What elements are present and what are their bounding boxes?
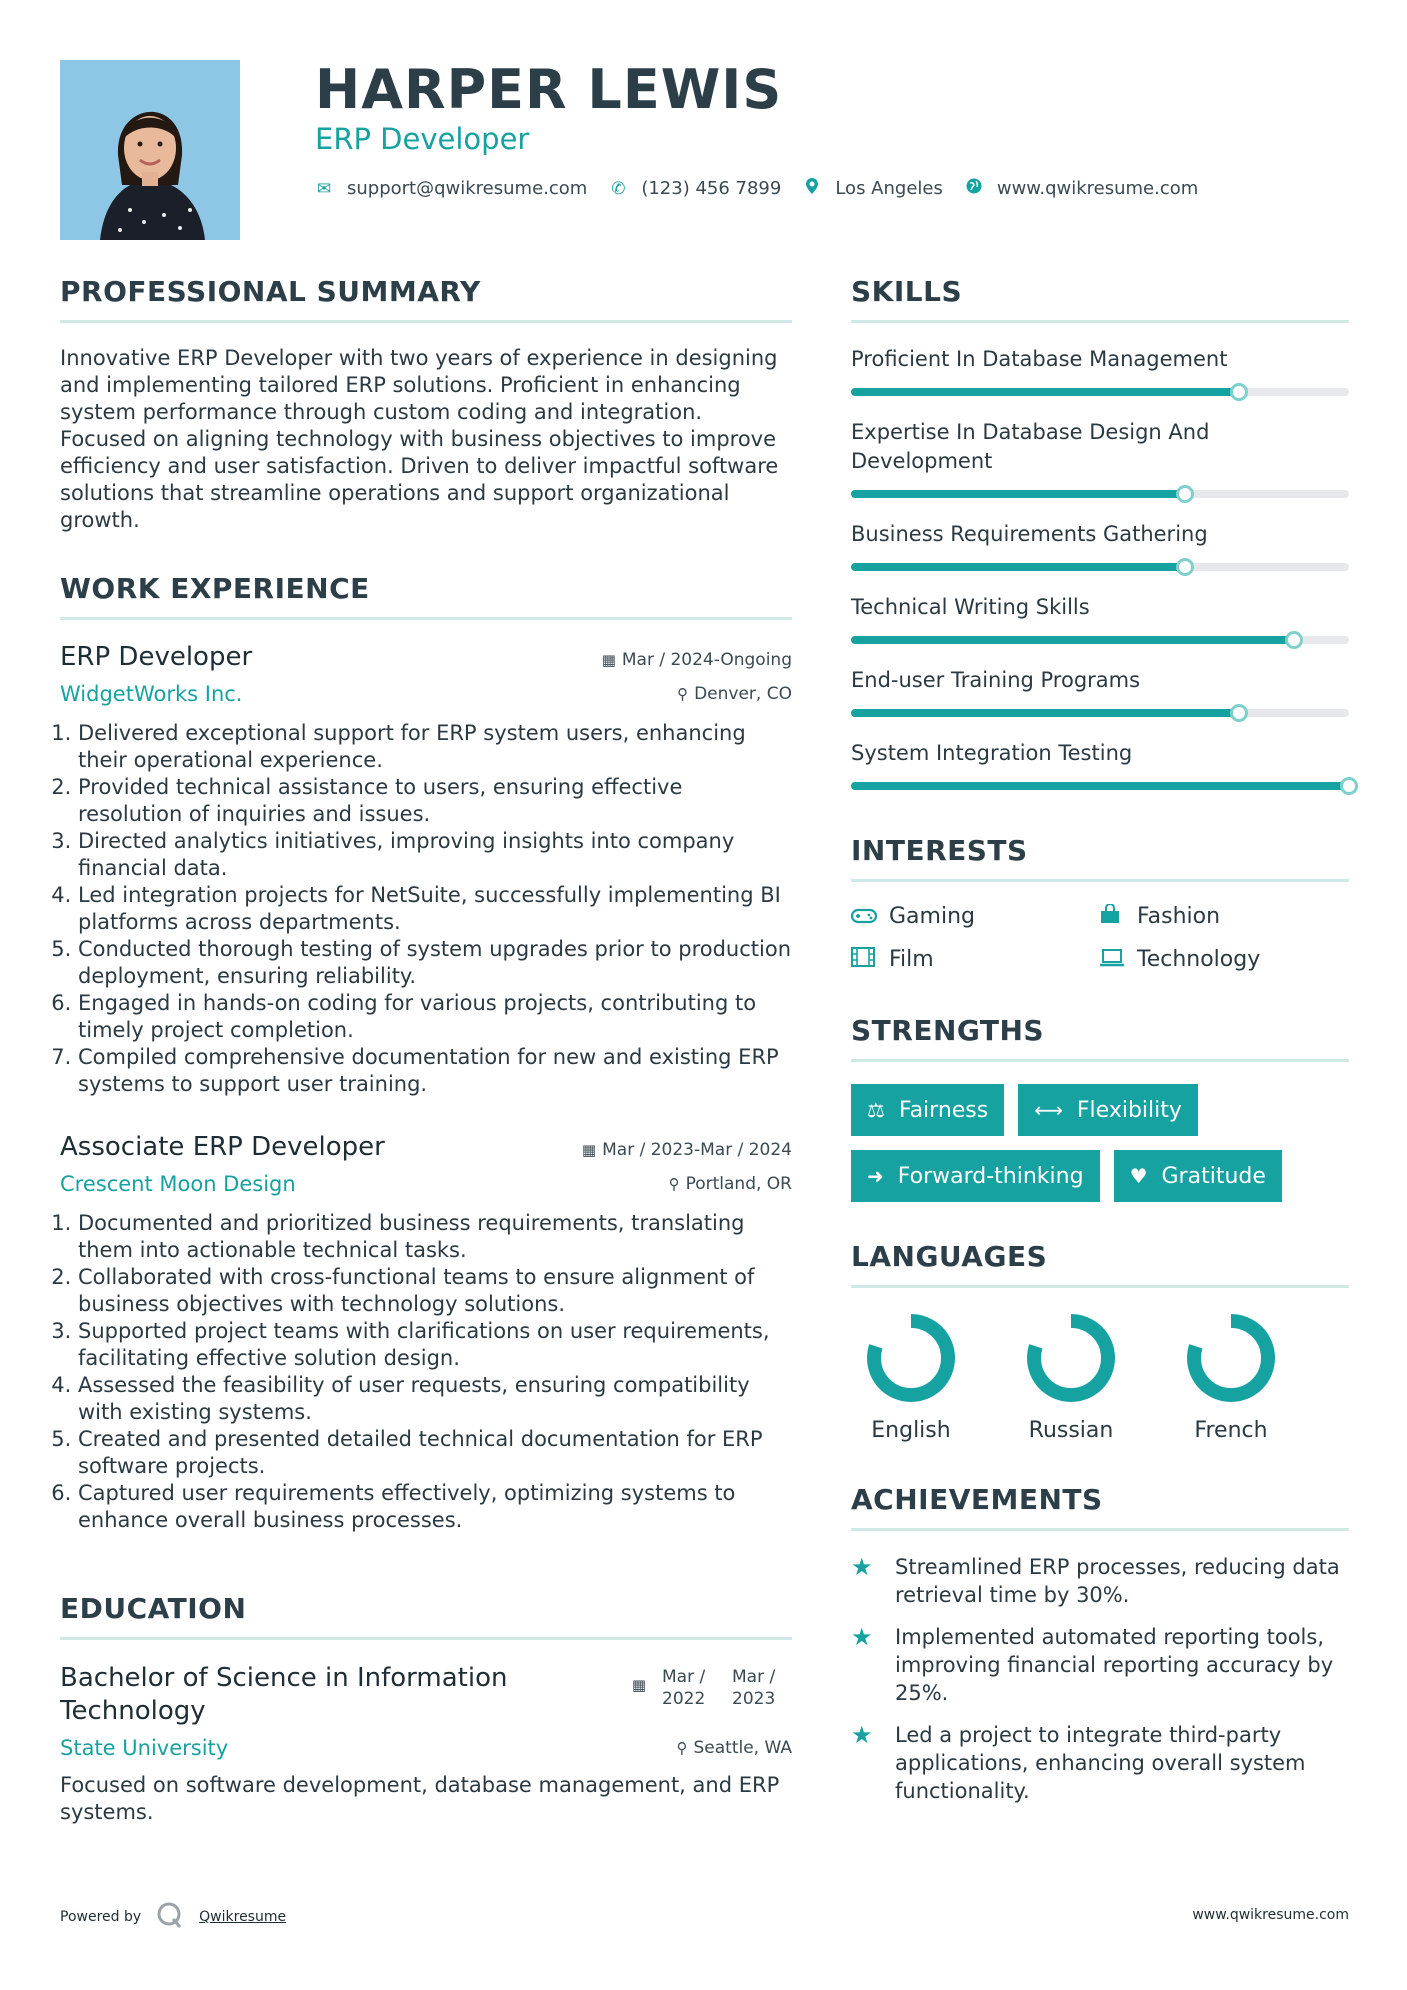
languages-list [851, 1310, 1291, 1443]
achievement-text: Implemented automated reporting tools, improving financial reporting accuracy by 25%. [895, 1625, 1334, 1705]
list-item: 1. Documented and prioritized business requirements, translating them into actionable technical tasks. [78, 1210, 792, 1264]
language-label: Russian [1028, 1418, 1114, 1443]
footer-url[interactable]: www.qwikresume.com [1192, 1907, 1349, 1923]
skill-bar [851, 490, 1349, 498]
star-icon: ★ [851, 1553, 873, 1581]
education-entry [60, 1662, 792, 1728]
skill-bar [851, 388, 1349, 396]
start-month: Mar / [662, 1667, 706, 1687]
list-item: 5. Created and presented detailed technical documentation for ERP software projects. [78, 1426, 792, 1480]
school-location-text: Seattle, WA [693, 1738, 792, 1758]
skill-bar-knob [1230, 383, 1248, 401]
contact-location: Los Angeles [835, 178, 943, 199]
skill-bar [851, 636, 1349, 644]
list-item: 3. Supported project teams with clarifications on user requirements, facilitating effective solution design. [78, 1318, 792, 1372]
language-ring [1183, 1310, 1279, 1406]
skills-list [851, 345, 1349, 790]
interest-label: Technology [1137, 947, 1261, 972]
interest-label: Gaming [889, 904, 975, 929]
interest-item [1099, 947, 1347, 972]
laptop-icon [1099, 948, 1137, 972]
job-location [677, 684, 792, 704]
star-icon: ★ [851, 1623, 873, 1651]
skill-item [851, 418, 1349, 498]
language-item [851, 1310, 971, 1443]
job-title: Associate ERP Developer [60, 1132, 385, 1162]
skill-label: End-user Training Programs [851, 668, 1141, 692]
gamepad-icon [851, 905, 889, 929]
strengths-heading: STRENGTHS [851, 1014, 1349, 1062]
language-ring [863, 1310, 959, 1406]
globe-icon [965, 178, 983, 199]
strength-tag [851, 1084, 1004, 1136]
strength-label: Fairness [898, 1097, 989, 1123]
film-icon [851, 947, 889, 972]
list-item: 4. Assessed the feasibility of user requests, ensuring compatibility with existing systems. [78, 1372, 792, 1426]
list-item: 5. Conducted thorough testing of system upgrades prior to production deployment, ensuring reliability. [78, 936, 792, 990]
skill-bar-knob [1176, 558, 1194, 576]
language-item [1011, 1310, 1131, 1443]
job-date [582, 1140, 792, 1160]
achievement-item [851, 1721, 1349, 1805]
skill-bar-fill [851, 636, 1294, 644]
arrows-horizontal-icon: ⟷ [1034, 1098, 1063, 1122]
interest-label: Fashion [1137, 904, 1221, 929]
strengths-list [851, 1084, 1349, 1202]
achievement-item [851, 1623, 1349, 1707]
skill-item [851, 593, 1349, 644]
star-icon: ★ [851, 1721, 873, 1749]
heart-icon: ♥ [1129, 1164, 1148, 1188]
school-name: State University [60, 1736, 229, 1760]
candidate-name: HARPER LEWIS [315, 58, 783, 121]
skill-item [851, 666, 1349, 717]
skill-label: Expertise In Database Design And Development [851, 420, 1210, 473]
skill-label: Technical Writing Skills [851, 595, 1090, 619]
list-item: 6. Captured user requirements effectively, optimizing systems to enhance overall business processes. [78, 1480, 792, 1534]
list-item: 4. Led integration projects for NetSuite, successfully implementing BI platforms across departments. [78, 882, 792, 936]
skill-item [851, 739, 1349, 790]
pin-icon: ⚲ [676, 1739, 688, 1757]
interest-item [1099, 904, 1347, 929]
end-date [732, 1666, 792, 1710]
job-location [669, 1174, 792, 1194]
contact-phone[interactable]: (123) 456 7899 [641, 178, 782, 199]
achievements-list [851, 1553, 1349, 1805]
skill-bar-knob [1285, 631, 1303, 649]
interests-list [851, 904, 1349, 972]
job-title: ERP Developer [60, 642, 253, 672]
skill-bar-knob [1230, 704, 1248, 722]
achievements-heading: ACHIEVEMENTS [851, 1483, 1349, 1531]
skill-item [851, 345, 1349, 396]
skill-item [851, 520, 1349, 571]
language-ring [1023, 1310, 1119, 1406]
qwikresume-link[interactable]: Qwikresume [199, 1909, 287, 1925]
skill-bar [851, 563, 1349, 571]
skill-bar-fill [851, 490, 1185, 498]
education-description: Focused on software development, database management, and ERP systems. [60, 1773, 780, 1824]
pin-icon: ⚲ [677, 685, 689, 703]
job-duties [60, 1210, 792, 1534]
list-item: 7. Compiled comprehensive documentation for new and existing ERP systems to support user training. [78, 1044, 792, 1098]
left-column [60, 275, 792, 1826]
achievement-text: Streamlined ERP processes, reducing data retrieval time by 30%. [895, 1555, 1340, 1607]
profile-photo [60, 60, 240, 240]
job-entry [60, 642, 792, 1098]
degree-title: Bachelor of Science in Information Technology [60, 1663, 508, 1726]
end-year: 2023 [732, 1689, 776, 1709]
strength-label: Flexibility [1076, 1097, 1182, 1123]
job-entry [60, 1132, 792, 1534]
list-item: 6. Engaged in hands-on coding for various projects, contributing to timely project completion. [78, 990, 792, 1044]
skill-bar-fill [851, 782, 1349, 790]
skill-bar-knob [1340, 777, 1358, 795]
education-heading: EDUCATION [60, 1592, 792, 1640]
summary-heading: PROFESSIONAL SUMMARY [60, 275, 792, 323]
calendar-icon: ▦ [631, 1676, 646, 1694]
skill-bar-fill [851, 563, 1185, 571]
envelope-icon: ✉ [316, 178, 332, 199]
interest-label: Film [889, 947, 934, 972]
interest-item [851, 947, 1099, 972]
strength-label: Forward-thinking [897, 1163, 1084, 1189]
skill-label: System Integration Testing [851, 741, 1133, 765]
strength-tag [851, 1150, 1100, 1202]
footer-powered [60, 1900, 286, 1934]
shopping-bag-icon [1099, 904, 1137, 929]
interests-heading: INTERESTS [851, 834, 1349, 882]
summary-text: Innovative ERP Developer with two years of experience in designing and implementing tailored ERP solutions. Proficient in enhancing system performance through custom coding and integration. Focused on aligning technology with business objectives to improve efficiency and user satisfaction. Driven to deliver impactful software solutions that streamline operations and support organizational growth. [60, 346, 779, 532]
skill-label: Proficient In Database Management [851, 347, 1228, 371]
skill-bar-knob [1176, 485, 1194, 503]
job-location-text: Denver, CO [694, 684, 792, 704]
skill-bar [851, 709, 1349, 717]
list-item: 3. Directed analytics initiatives, improving insights into company financial data. [78, 828, 792, 882]
job-location-text: Portland, OR [685, 1174, 792, 1194]
job-duties [60, 720, 792, 1098]
languages-heading: LANGUAGES [851, 1240, 1349, 1288]
achievement-item [851, 1553, 1349, 1609]
list-item: 1. Delivered exceptional support for ERP system users, enhancing their operational experience. [78, 720, 792, 774]
skill-bar-fill [851, 388, 1239, 396]
strength-tag [1018, 1084, 1198, 1136]
education-dates [632, 1666, 792, 1710]
skill-label: Business Requirements Gathering [851, 522, 1208, 546]
language-label: French [1194, 1418, 1268, 1443]
list-item: 2. Collaborated with cross-functional teams to ensure alignment of business objectives with technology solutions. [78, 1264, 792, 1318]
skills-heading: SKILLS [851, 275, 1349, 323]
phone-icon: ✆ [611, 178, 626, 199]
skill-bar [851, 782, 1349, 790]
experience-heading: WORK EXPERIENCE [60, 572, 792, 620]
language-item [1171, 1310, 1291, 1443]
list-item: 2. Provided technical assistance to users, ensuring effective resolution of inquiries and issues. [78, 774, 792, 828]
strength-tag [1114, 1150, 1282, 1202]
pin-icon: ⚲ [668, 1175, 680, 1193]
arrow-right-icon: ➜ [867, 1164, 884, 1188]
qwikresume-logo-icon [155, 1900, 185, 1934]
job-date-text: Mar / 2023-Mar / 2024 [602, 1140, 792, 1160]
job-date [602, 650, 792, 670]
calendar-icon: ▦ [581, 1141, 597, 1159]
strength-label: Gratitude [1161, 1163, 1266, 1189]
contact-bar [315, 178, 1220, 199]
skill-bar-fill [851, 709, 1239, 717]
achievement-text: Led a project to integrate third-party applications, enhancing overall system functionality. [895, 1723, 1306, 1803]
map-marker-icon [803, 178, 821, 199]
job-date-text: Mar / 2024-Ongoing [621, 650, 792, 670]
language-label: English [871, 1418, 951, 1443]
contact-email[interactable]: support@qwikresume.com [347, 178, 588, 199]
interest-item [851, 904, 1099, 929]
balance-scale-icon: ⚖ [867, 1098, 885, 1122]
company-name: WidgetWorks Inc. [60, 682, 243, 706]
start-date [662, 1666, 722, 1710]
school-location [677, 1738, 793, 1758]
contact-website[interactable]: www.qwikresume.com [996, 178, 1199, 199]
start-year: 2022 [662, 1689, 706, 1709]
end-month: Mar / [732, 1667, 776, 1687]
powered-by-label: Powered by [60, 1909, 142, 1925]
right-column [851, 275, 1349, 1819]
candidate-role: ERP Developer [315, 122, 530, 156]
calendar-icon: ▦ [601, 651, 616, 669]
company-name: Crescent Moon Design [60, 1172, 296, 1196]
